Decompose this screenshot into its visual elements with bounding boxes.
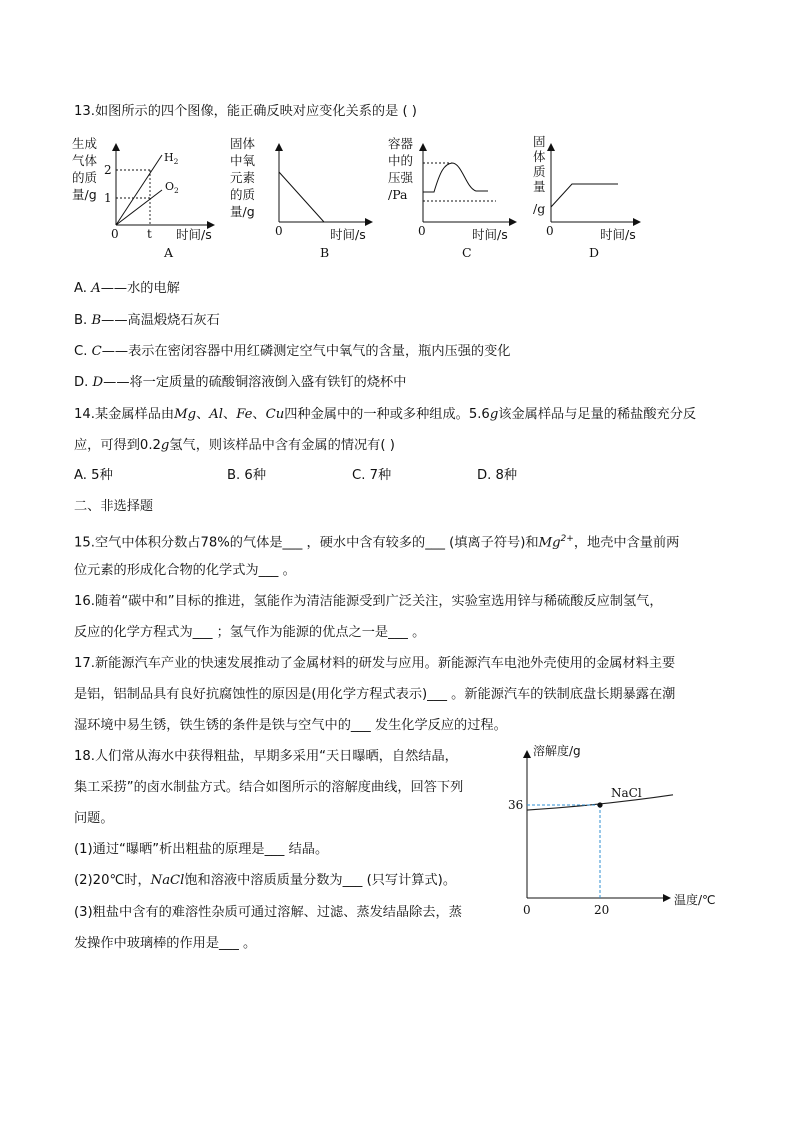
graph-d-ylabel-2: 体 <box>533 149 546 164</box>
graph-d-xlabel: 时间/s <box>600 227 636 242</box>
chart-xlabel: 温度/℃ <box>674 893 716 907</box>
graph-a-ylabel-2: 气体 <box>72 153 98 168</box>
q13-stem: 13.如图所示的四个图像，能正确反映对应变化关系的是 ( ) <box>74 104 417 119</box>
graph-a-h2-label: $H_2$ <box>164 151 179 166</box>
section-heading: 二、非选择题 <box>74 499 154 514</box>
q18-line-2: 集工采捞”的卤水制盐方式。结合如图所示的溶解度曲线，回答下列 <box>74 780 464 795</box>
graph-d-ylabel-5: /g <box>533 201 546 216</box>
graph-c-ylabel-2: 中的 <box>388 153 414 168</box>
q14-line-2: 应，可得到0.2g氢气，则该样品中含有金属的情况有( ) <box>74 438 395 453</box>
graph-a-o2-label: $O_2$ <box>165 180 179 195</box>
chart-ylabel: 溶解度/g <box>533 744 581 758</box>
graph-d-ylabel-4: 量 <box>533 179 546 194</box>
q15-line-1: 15.空气中体积分数占78%的气体是___ ，硬水中含有较多的___ (填离子符号)和$Mg^{2+}$，地壳中含量前两 <box>74 534 680 551</box>
q16-line-1: 16.随着“碳中和”目标的推进，氢能作为清洁能源受到广泛关注，实验室选用锌与稀硫酸反应制氢气， <box>74 594 663 609</box>
graph-b-ylabel-4: 的质 <box>230 187 256 202</box>
graph-a-xtick-t: t <box>147 227 152 241</box>
q13-graphs <box>0 130 794 280</box>
q13-option-c: C. C——表示在密闭容器中用红磷测定空气中氧气的含量，瓶内压强的变化 <box>74 344 511 359</box>
xtick-0: 0 <box>523 903 531 917</box>
graph-b-xlabel: 时间/s <box>330 227 366 242</box>
xtick-20: 20 <box>594 903 610 917</box>
ytick-36: 36 <box>508 798 524 812</box>
graph-a-xlabel: 时间/s <box>176 227 212 242</box>
q18-sub-3-line-2: 发操作中玻璃棒的作用是___ 。 <box>74 936 257 951</box>
q18-sub-2: (2)20℃时，NaCl饱和溶液中溶质质量分数为___ (只写计算式)。 <box>74 873 457 888</box>
graph-c-caption: C <box>462 245 472 260</box>
graph-d-origin: 0 <box>546 224 554 238</box>
q15-line-2: 位元素的形成化合物的化学式为___ 。 <box>74 563 296 578</box>
solubility-chart <box>500 737 740 917</box>
graph-c <box>388 136 516 260</box>
q13-option-a: A. A——水的电解 <box>74 281 180 296</box>
q14-option-b: B. 6种 <box>227 468 267 483</box>
graph-a-origin: 0 <box>111 227 119 241</box>
graph-a-ylabel-3: 的质 <box>72 170 98 185</box>
graph-a-ylabel-4: 量/g <box>72 187 97 202</box>
graph-a-ylabel-1: 生成 <box>72 136 98 151</box>
graph-c-ylabel-3: 压强 <box>388 170 414 185</box>
graph-a <box>72 136 214 260</box>
q17-line-1: 17.新能源汽车产业的快速发展推动了金属材料的研发与应用。新能源汽车电池外壳使用的金属材料主要 <box>74 656 676 671</box>
q16-line-2: 反应的化学方程式为___ ；氢气作为能源的优点之一是___ 。 <box>74 625 426 640</box>
graph-d-ylabel-1: 固 <box>533 134 546 149</box>
graph-b-ylabel-5: 量/g <box>230 204 255 219</box>
graph-d-caption: D <box>589 245 600 260</box>
q14-line-1: 14.某金属样品由Mg、Al、Fe、Cu四种金属中的一种或多种组成。5.6g该金属样品与足量的稀盐酸充分反 <box>74 407 697 422</box>
graph-b-caption: B <box>320 245 330 260</box>
q13-option-d: D. D——将一定质量的硫酸铜溶液倒入盛有铁钉的烧杯中 <box>74 375 407 390</box>
q14-option-a: A. 5种 <box>74 468 113 483</box>
graph-d-ylabel-3: 质 <box>533 164 546 179</box>
graph-a-caption: A <box>164 245 174 260</box>
q17-line-3: 湿环境中易生锈，铁生锈的条件是铁与空气中的___ 发生化学反应的过程。 <box>74 718 507 733</box>
q13-option-b: B. B——高温煅烧石灰石 <box>74 313 220 328</box>
q18-line-3: 问题。 <box>74 811 114 826</box>
graph-c-ylabel-4: /Pa <box>388 187 408 202</box>
graph-b-origin: 0 <box>275 224 283 238</box>
series-label-nacl: NaCl <box>611 786 642 800</box>
q18-line-1: 18.人们常从海水中获得粗盐，早期多采用“天日曝晒，自然结晶， <box>74 749 458 764</box>
graph-b-ylabel-2: 中氧 <box>230 153 256 168</box>
graph-d <box>533 134 640 260</box>
graph-b-ylabel-3: 元素 <box>230 170 256 185</box>
graph-a-ytick-2: 2 <box>104 163 112 177</box>
q18-sub-1: (1)通过“曝晒”析出粗盐的原理是___ 结晶。 <box>74 842 329 857</box>
q14-option-c: C. 7种 <box>352 468 392 483</box>
graph-c-origin: 0 <box>418 224 426 238</box>
q17-line-2: 是铝，铝制品具有良好抗腐蚀性的原因是(用化学方程式表示)___ 。新能源汽车的铁制底盘长期暴露在潮 <box>74 687 676 702</box>
graph-c-ylabel-1: 容器 <box>388 136 414 151</box>
graph-a-ytick-1: 1 <box>104 191 112 205</box>
graph-c-xlabel: 时间/s <box>472 227 508 242</box>
marked-data-point <box>597 802 602 807</box>
graph-b-ylabel-1: 固体 <box>230 136 256 151</box>
q14-option-d: D. 8种 <box>477 468 518 483</box>
q18-sub-3-line-1: (3)粗盐中含有的难溶性杂质可通过溶解、过滤、蒸发结晶除去，蒸 <box>74 905 462 920</box>
graph-b <box>230 136 372 260</box>
